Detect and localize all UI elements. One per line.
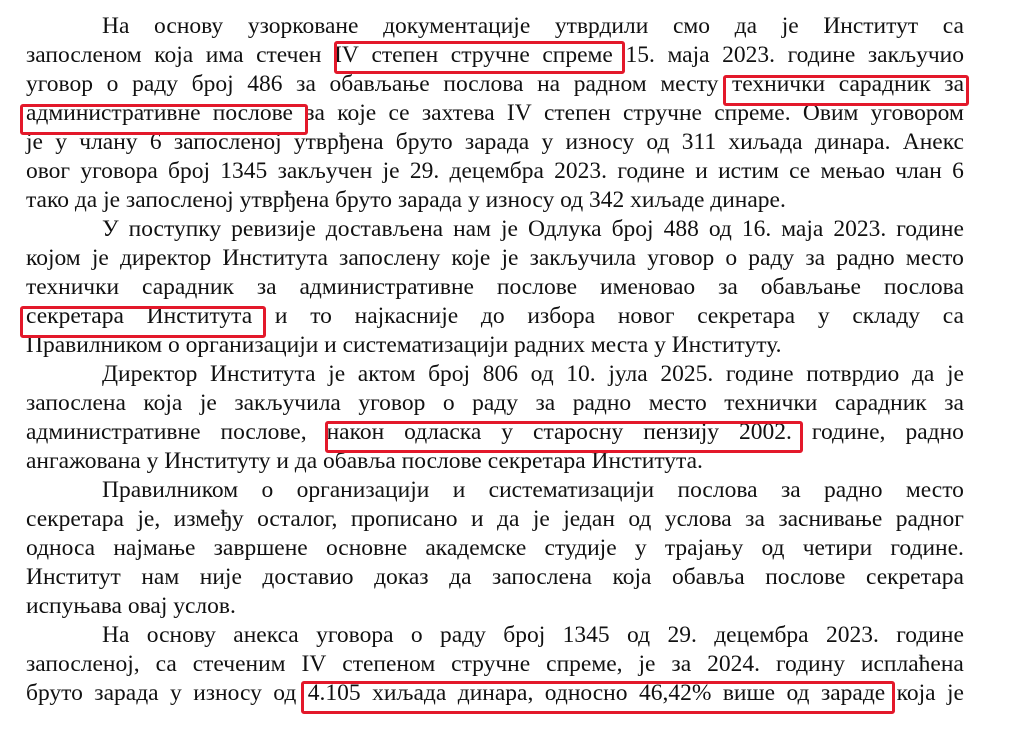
text-line-p3-l1: Директор Института је актом број 806 од 10. јула 2025. године потврдио да је — [102, 361, 964, 387]
document-page — [26, 12, 964, 708]
text-line-p5-l3: бруто зарада у износу од 4.105 хиљада динара, односно 46,42% више од зараде која је — [26, 680, 964, 706]
text-line-p4-l2: секретара је, између осталог, прописано и да је један од услова за заснивање радног — [26, 506, 964, 532]
text-line-p1-l3: уговор о раду број 486 за обављање послова на радном месту технички сарадник за — [26, 71, 964, 97]
text-line-p4-l1: Правилником о организацији и систематизацији послова за радно место — [102, 477, 964, 503]
text-line-p1-l6: овог уговора број 1345 закључен је 29. децембра 2023. године и истим се мењао члан 6 — [26, 158, 964, 184]
text-line-p1-l5: је у члану 6 запосленој утврђена бруто зарада у износу од 311 хиљада динара. Анекс — [26, 129, 964, 155]
text-line-p5-l1: На основу анекса уговора о раду број 1345 од 29. децембра 2023. године — [102, 622, 964, 648]
text-line-p1-l7: тако да је запосленој утврђена бруто зарада у износу од 342 хиљаде динаре. — [26, 187, 786, 213]
text-line-p2-l5: Правилником о организацији и систематизацији радних места у Институту. — [26, 332, 782, 358]
text-line-p3-l4: ангажована у Институту и да обавља послове секретара Института. — [26, 448, 703, 474]
text-line-p4-l5: испуњава овај услов. — [26, 593, 236, 619]
text-line-p2-l2: којом је директор Института запослену које је закључила уговор о раду за радно место — [26, 245, 964, 271]
text-line-p1-l1: На основу узорковане документације утврдили смо да је Институт са — [102, 13, 964, 39]
text-line-p2-l1: У поступку ревизије достављена нам је Одлука број 488 од 16. маја 2023. године — [102, 216, 964, 242]
text-line-p3-l3: административне послове, након одласка у старосну пензију 2002. године, радно — [26, 419, 964, 445]
text-line-p4-l3: односа најмање завршене основне академске студије у трајању од четири године. — [26, 535, 964, 561]
text-line-p3-l2: запослена која је закључила уговор о раду за радно место технички сарадник за — [26, 390, 964, 416]
text-line-p4-l4: Институт нам није доставио доказ да запослена која обавља послове секретара — [26, 564, 964, 590]
text-line-p1-l2: запосленом која има стечен IV степен стручне спреме 15. маја 2023. године закључио — [26, 42, 964, 68]
text-line-p5-l2: запосленој, са стеченим IV степеном стручне спреме, је за 2024. годину исплаћена — [26, 651, 964, 677]
text-line-p1-l4: административне послове за које се захтева IV степен стручне спреме. Овим уговором — [26, 100, 964, 126]
text-line-p2-l3: технички сарадник за административне послове именовао за обављање послова — [26, 274, 964, 300]
text-line-p2-l4: секретара Института и то најкасније до избора новог секретара у складу са — [26, 303, 964, 329]
